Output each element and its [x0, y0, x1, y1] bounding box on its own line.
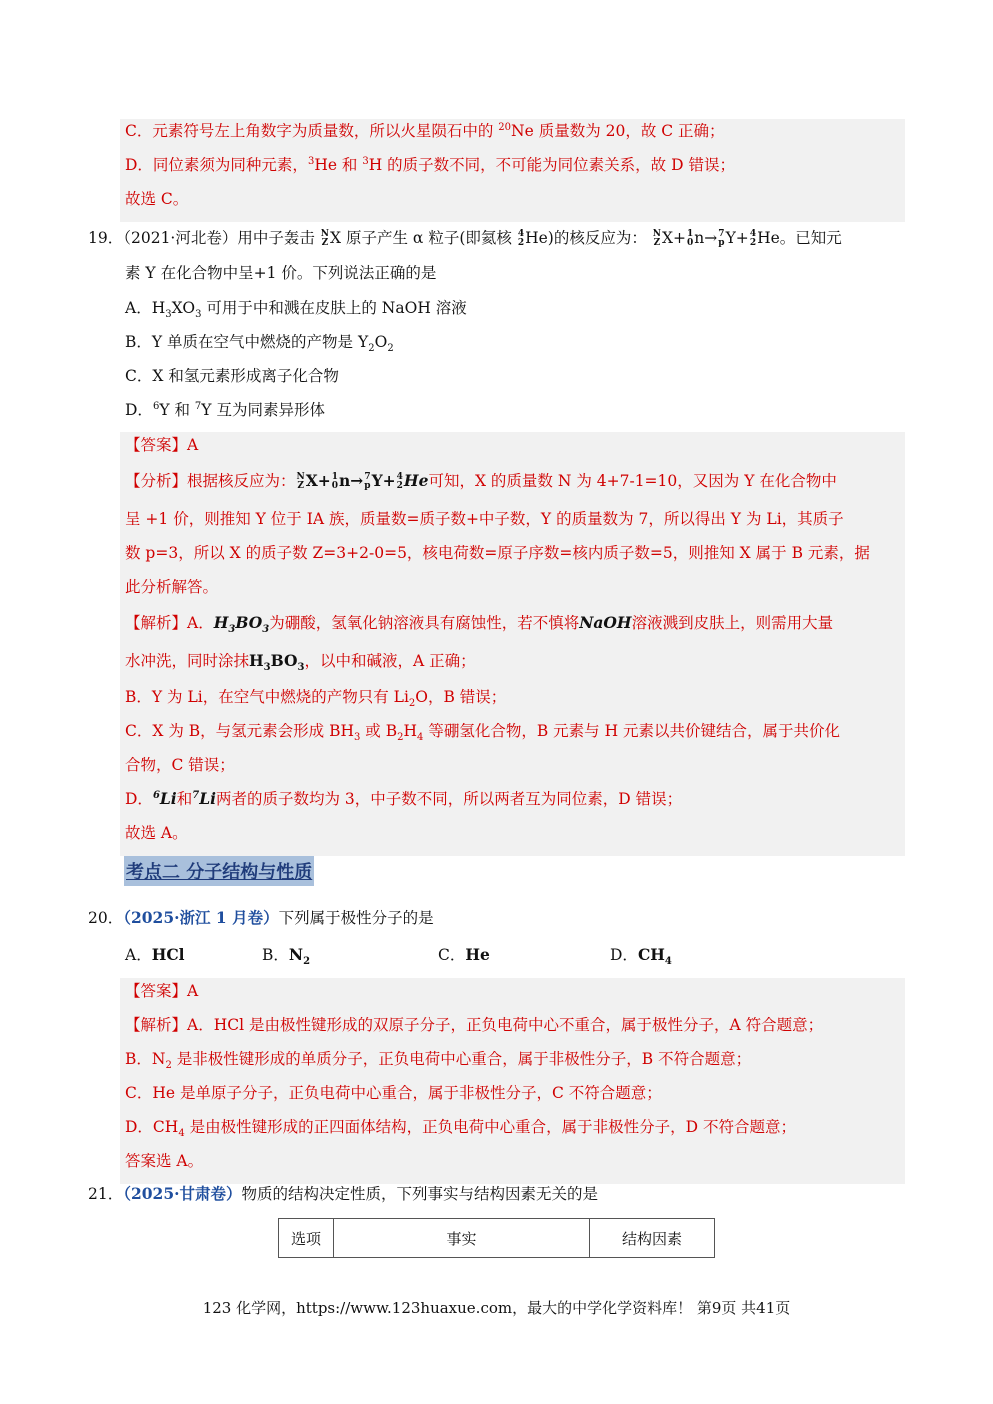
q19-analysis-line2: 呈 +1 价，则推知 Y 位于 IA 族，质量数=质子数+中子数，Y 的质量数为 7，所以得出 Y 为 Li，其质子	[125, 510, 844, 528]
q19-analysis-line4: 此分析解答。	[125, 578, 219, 596]
q19-option-d: D．$^6$Y 和 $^7$Y 互为同素异形体	[125, 400, 325, 419]
q19-analysis-line1: 【分析】根据核反应为： N Z X+ 1 0 n→ 7 p Y+ 4 2 He可知，X 的质量数 N 为 4+7-1=10，又因为 Y 在化合物中	[125, 471, 837, 491]
q20-answer-block	[120, 978, 905, 1184]
q19-stem: 19．（2021·河北卷）用中子轰击 N Z X 原子产生 α 粒子(即氦核 4 2 He)的核反应为： N Z X+ 1 0 n→ 7 p Y+ 4 2 He。已知元	[88, 229, 842, 248]
q19-explain-b: B．Y 为 Li，在空气中燃烧的产物只有 $Li_2O$，B 错误；	[125, 688, 507, 710]
q18-option-d-analysis: D．同位素须为同种元素，$^3$He 和 $^3$H 的质子数不同，不可能为同位素关系，故 D 错误；	[125, 155, 735, 174]
q21-table	[278, 1218, 715, 1258]
q19-explain-c2: 合物，C 错误；	[125, 756, 235, 774]
q20-explain-a: 【解析】A．HCl 是由极性键形成的双原子分子，正负电荷中心不重合，属于极性分子，A 符合题意；	[125, 1016, 824, 1034]
q21-stem: 21．（2025·甘肃卷）物质的结构决定性质，下列事实与结构因素无关的是	[88, 1184, 599, 1203]
q20-explain-d: D．$CH_4$ 是由极性键形成的正四面体结构，正负电荷中心重合，属于非极性分子，D 不符合题意；	[125, 1118, 796, 1140]
table-header-row	[279, 1219, 715, 1258]
section-heading: 考点二 分子结构与性质	[124, 856, 314, 886]
q20-option-b: B．$N_2$	[262, 945, 311, 968]
q19-option-a: A．$H_3XO_3$ 可用于中和溅在皮肤上的 NaOH 溶液	[125, 299, 467, 321]
q18-conclusion: 故选 C。	[125, 190, 189, 208]
q20-option-c: C．He	[438, 945, 490, 964]
q19-explain-a2: 水冲洗，同时涂抹$H_3BO_3$，以中和碱液，A 正确；	[125, 651, 476, 674]
table-header-cell: 选项	[279, 1219, 334, 1258]
q19-conclusion: 故选 A。	[125, 824, 188, 842]
q19-explain-c: C．X 为 B，与氢元素会形成 $BH_3$ 或 $B_2H_4$ 等硼氢化合物，B 元素与 H 元素以共价键结合，属于共价化	[125, 722, 841, 744]
q20-explain-c: C．He 是单原子分子，正负电荷中心重合，属于非极性分子，C 不符合题意；	[125, 1084, 662, 1102]
q20-option-d: D．$CH_4$	[610, 945, 672, 968]
q20-answer: 【答案】A	[125, 982, 199, 1000]
page-footer: 123 化学网，https://www.123huaxue.com，最大的中学化学资料库！ 第9页 共41页	[202, 1299, 791, 1317]
q18-option-c-analysis: C．元素符号左上角数字为质量数，所以火星陨石中的 $^{20}$Ne 质量数为 20，故 C 正确；	[125, 121, 725, 140]
q19-analysis-line3: 数 p=3，所以 X 的质子数 Z=3+2-0=5，核电荷数=原子序数=核内质子数=5，则推知 X 属于 B 元素，据	[125, 544, 870, 562]
table-header-cell: 结构因素	[590, 1219, 715, 1258]
q19-option-b: B．Y 单质在空气中燃烧的产物是 $Y_2O_2$	[125, 333, 394, 355]
q19-explain-a: 【解析】A．$H_3BO_3$为硼酸，氢氧化钠溶液具有腐蚀性，若不慎将NaOH溶液溅到皮肤上，则需用大量	[125, 613, 834, 636]
q19-answer: 【答案】A	[125, 436, 199, 454]
q20-option-a: A．HCl	[125, 945, 185, 964]
q19-stem-line2: 素 Y 在化合物中呈+1 价。下列说法正确的是	[125, 264, 437, 282]
q19-explain-d: D．$^6$Li和$^7$Li两者的质子数均为 3，中子数不同，所以两者互为同位素，D 错误；	[125, 789, 683, 808]
q20-stem: 20．（2025·浙江 1 月卷）下列属于极性分子的是	[88, 908, 434, 927]
q20-explain-b: B．$N_2$ 是非极性键形成的单质分子，正负电荷中心重合，属于非极性分子，B 不符合题意；	[125, 1050, 752, 1072]
q20-conclusion: 答案选 A。	[125, 1152, 204, 1170]
table-header-cell: 事实	[334, 1219, 590, 1258]
q19-option-c: C．X 和氢元素形成离子化合物	[125, 367, 339, 385]
